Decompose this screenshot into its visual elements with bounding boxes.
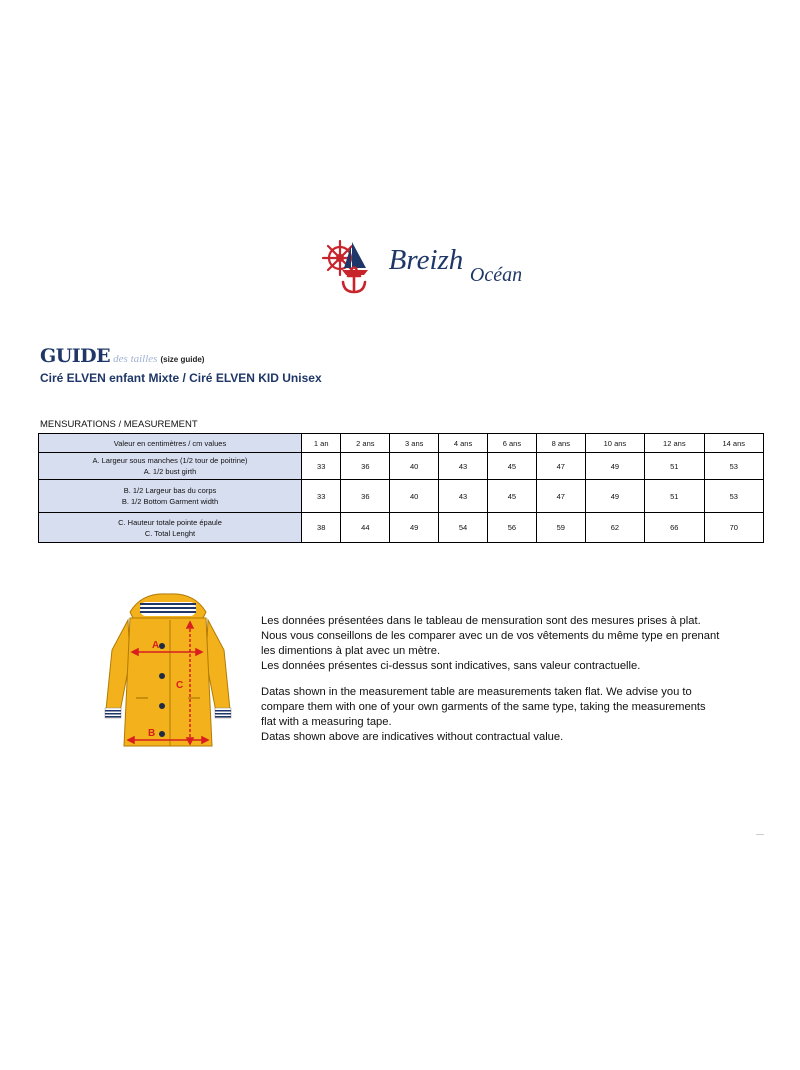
table-cell: 49 xyxy=(585,453,644,480)
notes-block xyxy=(261,614,721,745)
row-label-fr: B. 1/2 Largeur bas du corps xyxy=(123,486,217,495)
table-cell: 56 xyxy=(487,513,536,543)
table-cell: 44 xyxy=(341,513,390,543)
table-cell: 38 xyxy=(302,513,341,543)
table-cell: 54 xyxy=(439,513,488,543)
label-a: A xyxy=(152,640,160,651)
table-cell: 45 xyxy=(487,453,536,480)
table-cell: 43 xyxy=(439,480,488,513)
size-table xyxy=(38,433,764,543)
table-cell: 40 xyxy=(390,480,439,513)
table-cell: 49 xyxy=(390,513,439,543)
measurement-title: MENSURATIONS / MEASUREMENT xyxy=(40,419,198,430)
size-col-2: 2 ans xyxy=(341,434,390,453)
guide-word: GUIDE xyxy=(40,345,111,367)
table-cell: 51 xyxy=(645,480,704,513)
guide-heading xyxy=(40,345,204,367)
row-label-en: A. 1/2 bust girth xyxy=(143,467,197,476)
brand-logo xyxy=(318,232,538,296)
note-en-1: Datas shown in the measurement table are measurements taken flat. We advise you to compare them with one of your own garments of the same type, taking the measurements flat with a measuring tape. xyxy=(261,686,706,728)
label-b: B xyxy=(148,728,156,739)
row-label-en: C. Total Lenght xyxy=(144,528,196,538)
table-cell: 33 xyxy=(302,480,341,513)
size-col-7: 10 ans xyxy=(585,434,644,453)
table-cell: 49 xyxy=(585,480,644,513)
row-label xyxy=(39,453,302,480)
row-label-en: B. 1/2 Bottom Garment width xyxy=(121,497,219,506)
table-cell: 66 xyxy=(645,513,704,543)
brand-wordmark-breizh: Breizh xyxy=(388,244,464,276)
brand-wordmark-ocean: Océan xyxy=(469,264,523,286)
row-label-fr: A. Largeur sous manches (1/2 tour de poitrine) xyxy=(92,456,248,465)
note-fr-2: Les données présentes ci-dessus sont indicatives, sans valeur contractuelle. xyxy=(261,660,641,672)
table-cell: 33 xyxy=(302,453,341,480)
size-col-1: 1 an xyxy=(302,434,341,453)
note-fr-1: Les données présentées dans le tableau de mensuration sont des mesures prises à plat. Nous vous conseillons de les comparer avec un de vos vêtements du même type en prenant les dimentions à plat avec un mètre. xyxy=(261,615,720,657)
table-cell: 36 xyxy=(341,453,390,480)
guide-size-label: (size guide) xyxy=(160,355,205,364)
size-col-5: 6 ans xyxy=(487,434,536,453)
size-col-3: 3 ans xyxy=(390,434,439,453)
divider xyxy=(756,834,764,835)
row-label xyxy=(39,513,302,543)
table-cell: 51 xyxy=(645,453,704,480)
table-cell: 53 xyxy=(704,453,763,480)
table-cell: 53 xyxy=(704,480,763,513)
table-row xyxy=(39,513,764,543)
table-row xyxy=(39,480,764,513)
table-cell: 40 xyxy=(390,453,439,480)
label-c: C xyxy=(176,680,184,691)
product-subtitle: Ciré ELVEN enfant Mixte / Ciré ELVEN KID Unisex xyxy=(40,371,322,385)
note-en-2: Datas shown above are indicatives without contractual value. xyxy=(261,731,564,743)
table-header-row xyxy=(39,434,764,453)
table-cell: 47 xyxy=(536,480,585,513)
row-label xyxy=(39,480,302,513)
table-cell: 62 xyxy=(585,513,644,543)
table-cell: 47 xyxy=(536,453,585,480)
ship-wheel-anchor-icon xyxy=(318,232,538,296)
raincoat-icon xyxy=(100,590,236,758)
guide-tailles: des tailles xyxy=(113,353,158,365)
size-col-6: 8 ans xyxy=(536,434,585,453)
size-col-9: 14 ans xyxy=(704,434,763,453)
table-row xyxy=(39,453,764,480)
table-cell: 36 xyxy=(341,480,390,513)
table-cell: 70 xyxy=(704,513,763,543)
size-col-4: 4 ans xyxy=(439,434,488,453)
table-cell: 43 xyxy=(439,453,488,480)
size-col-8: 12 ans xyxy=(645,434,704,453)
table-cell: 45 xyxy=(487,480,536,513)
table-header-label: Valeur en centimètres / cm values xyxy=(39,434,302,453)
row-label-fr: C. Hauteur totale pointe épaule xyxy=(118,517,222,527)
table-cell: 59 xyxy=(536,513,585,543)
